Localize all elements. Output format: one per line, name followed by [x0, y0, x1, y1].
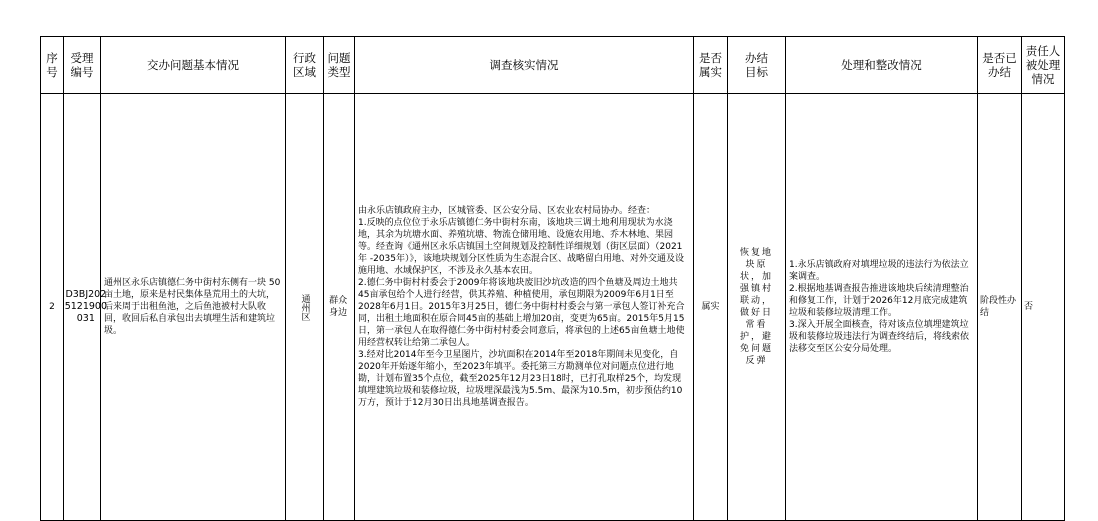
- header-is-true: 是否属实: [694, 37, 728, 94]
- cell-district: 通州区: [286, 94, 324, 521]
- handling-point-1: 1.永乐店镇政府对填埋垃圾的违法行为依法立案调查。: [789, 260, 969, 282]
- cell-is-true: 属实: [694, 94, 728, 521]
- case-table: [40, 36, 1065, 521]
- cell-handling: [786, 94, 978, 521]
- header-investigation: 调查核实情况: [355, 37, 694, 94]
- cell-issue: 通州区永乐店镇德仁务中街村东侧有一块 50 亩土地，原来是村民集体垦荒用土的大坑，后来周于出租鱼池，之后鱼池被村大队收回，收回后私自承包出去填埋生活和建筑垃圾。: [101, 94, 286, 521]
- handling-point-2: 2.根据地基调查报告推进该地块后续清理整治和修复工作，计划于2026年12月底完成建筑垃圾和装修垃圾清理工作。: [789, 284, 969, 318]
- header-district: 行政区域: [286, 37, 324, 94]
- table-row: [41, 94, 1065, 521]
- cell-responsible: 否: [1022, 94, 1065, 521]
- header-responsible: 责任人被处理情况: [1022, 37, 1065, 94]
- header-accept-no: 受理编号: [64, 37, 101, 94]
- cell-accept-no: D3BJ2025121900031: [64, 94, 101, 521]
- header-handling: 处理和整改情况: [786, 37, 978, 94]
- header-issue-type: 问题类型: [324, 37, 355, 94]
- cell-goal: 恢复地块原状，加强镇村联动，做好日常看护，避免问题反弹: [728, 94, 786, 521]
- cell-seq: 2: [41, 94, 64, 521]
- investigation-point-1: 1.反映的点位位于永乐店镇德仁务中街村东南，该地块三调土地利用现状为水浇地，其余为坑塘水面、养殖坑塘、物流仓储用地、设施农用地、乔木林地、果园等。经查询《通州区永乐店镇国土空间规划及控制性详细规划（街区层面）（2021 年 -2035年）》，该地块规划分区性质为生态混合区、战略留白用地、对外交通及设施用地、水域保护区，不涉及永久基本农田。: [358, 218, 685, 276]
- handling-point-3: 3.深入开展全面核查，待对该点位填埋建筑垃圾和装修垃圾违法行为调查终结后，将线索依法移交至区公安分局处理。: [789, 320, 970, 354]
- header-closed: 是否已办结: [978, 37, 1022, 94]
- cell-closed: 阶段性办结: [978, 94, 1022, 521]
- cell-investigation: [355, 94, 694, 521]
- header-seq: 序号: [41, 37, 64, 94]
- cell-issue-type: 群众身边: [324, 94, 355, 521]
- investigation-intro: 由永乐店镇政府主办，区城管委、区公安分局、区农业农村局协办。经查：: [358, 206, 656, 216]
- header-row: [41, 37, 1065, 94]
- investigation-point-3: 3.经对比2014年至今卫星图片，沙坑面积在2014年至2018年期间未见变化，自2020年开始逐年缩小，至2023年填平。委托第三方勘测单位对问题点位进行地勘，计划布置35个点位，截至2025年12月23日18时，已打孔取样25个，均发现填埋建筑垃圾和装修垃圾，垃圾埋深最浅为5.5m、最深为10.5m，初步预估约10万方，预计于12月30日出具地基调查报告。: [358, 350, 683, 408]
- investigation-point-2: 2.德仁务中街村村委会于2009年将该地块废旧沙坑改造的四个鱼塘及周边土地共 45亩承包给个人进行经营，供其养殖、种植使用，承包期限为2009年6月1日至2028年6月1日。2015年3月25日，德仁务中街村村委会与第一承包人签订补充合同，出租土地面积在原合同45亩的基础上增加20亩，变更为65亩。2015年5月15日，第一承包人在取得德仁务中街村村委会同意后，将承包的上述65亩鱼塘土地使用经营权转让给第二承包人。: [358, 278, 685, 348]
- header-issue: 交办问题基本情况: [101, 37, 286, 94]
- header-goal: 办结目标: [728, 37, 786, 94]
